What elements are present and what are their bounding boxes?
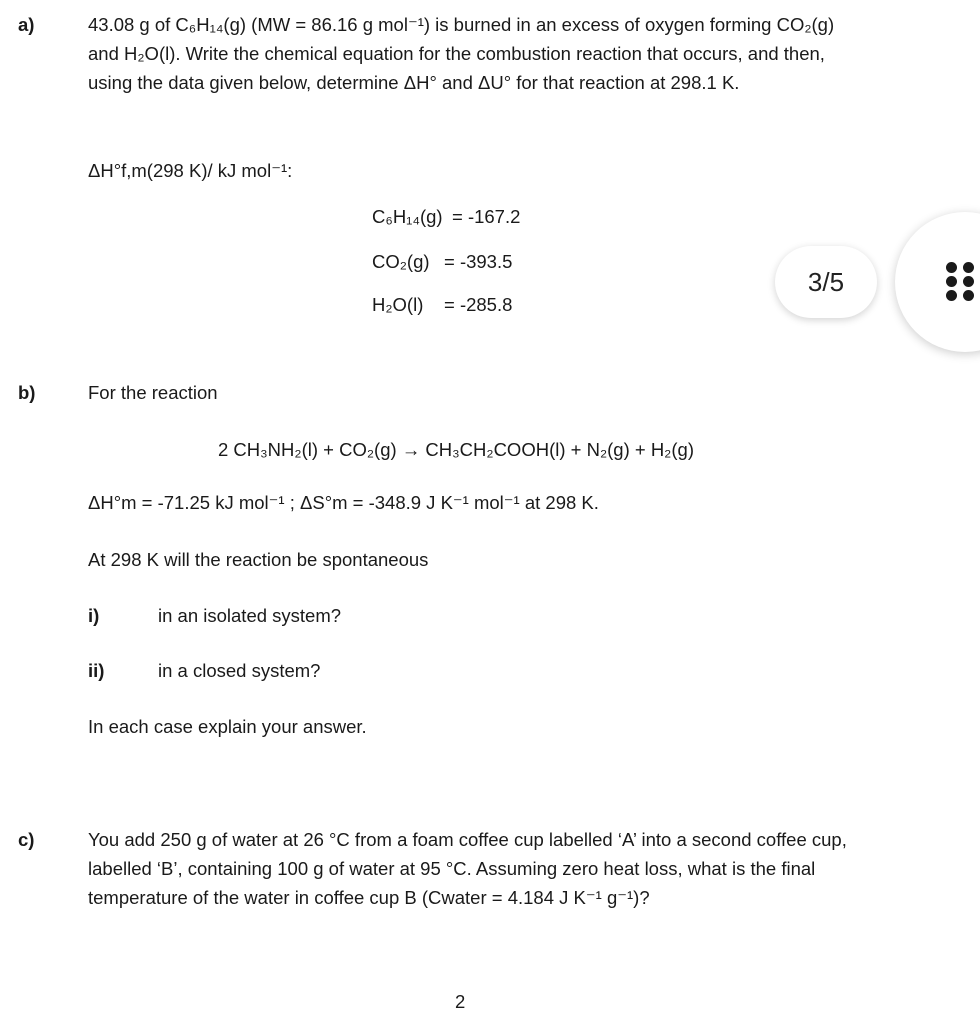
part-c-line-1: You add 250 g of water at 26 °C from a foam coffee cup labelled ‘A’ into a second coffee cup, [88,829,847,850]
subpart-text: in a closed system? [158,660,321,681]
data-row-value: = -285.8 [444,294,513,315]
part-c-question [88,825,847,912]
enthalpy-data-heading: ΔH°f,m(298 K)/ kJ mol⁻¹: [88,160,293,181]
part-a-label: a) [18,14,35,35]
part-c-line-2: labelled ‘B’, containing 100 g of water at 95 °C. Assuming zero heat loss, what is the final [88,858,816,879]
part-a-line-2: and H₂O(l). Write the chemical equation for the combustion reaction that occurs, and then, [88,43,825,64]
page-number: 2 [455,991,466,1012]
part-b-closing: In each case explain your answer. [88,716,367,737]
part-a-line-1: 43.08 g of C₆H₁₄(g) (MW = 86.16 g mol⁻¹) is burned in an excess of oxygen forming CO₂(g) [88,14,835,35]
part-b-question: At 298 K will the reaction be spontaneous [88,549,429,570]
data-row-species: C₆H₁₄(g) [372,206,443,227]
part-c-line-3: temperature of the water in coffee cup B (Cwater = 4.184 J K⁻¹ g⁻¹)? [88,887,650,908]
thermo-data: ΔH°m = -71.25 kJ mol⁻¹ ; ΔS°m = -348.9 J K⁻¹ mol⁻¹ at 298 K. [88,492,599,513]
part-b-intro: For the reaction [88,382,218,403]
reaction-equation: 2 CH₃NH₂(l) + CO₂(g) → CH₃CH₂COOH(l) + N₂(g) + H₂(g) [218,439,694,460]
more-options-icon[interactable] [946,262,976,302]
subpart-label: ii) [88,660,105,681]
subpart-label: i) [88,605,100,626]
subpart-text: in an isolated system? [158,605,342,626]
part-a-question [88,10,834,97]
part-b-label: b) [18,382,36,403]
data-row-value: = -167.2 [452,206,521,227]
part-c-label: c) [18,829,35,850]
data-row-species: H₂O(l) [372,294,424,315]
page-indicator[interactable]: 3/5 [775,246,877,318]
data-row-species: CO₂(g) [372,251,430,272]
data-row-value: = -393.5 [444,251,513,272]
part-a-line-3: using the data given below, determine ΔH° and ΔU° for that reaction at 298.1 K. [88,72,740,93]
